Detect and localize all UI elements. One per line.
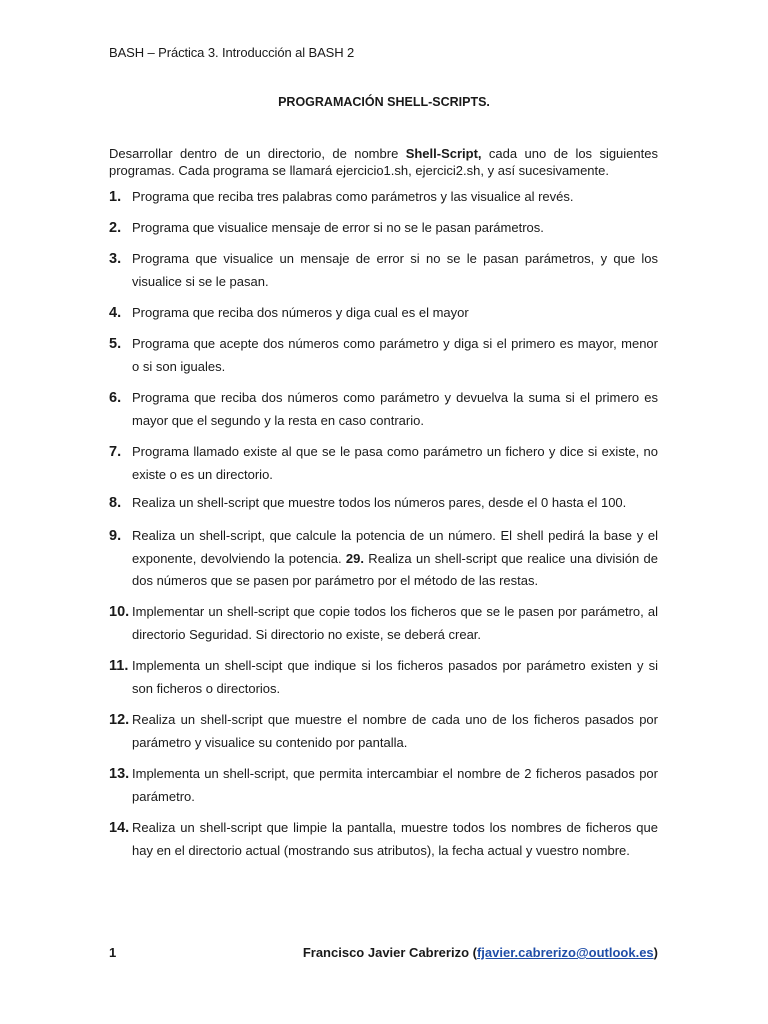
item-text: Programa que reciba tres palabras como parámetros y las visualice al revés. (132, 189, 574, 204)
list-item-2 (109, 217, 658, 240)
list-item-3 (109, 248, 658, 293)
intro-text-before: Desarrollar dentro de un directorio, de nombre (109, 146, 406, 161)
item-text: Implementar un shell-script que copie todos los ficheros que se le pasen por parámetro, al directorio Seguridad. Si directorio no existe, se deberá crear. (132, 604, 658, 642)
item-text-part-b: Realiza un shell-script que realice una división de dos números que se pasen por parámetro por el método de las restas. (132, 550, 659, 588)
intro-bold-dirname: Shell-Script, (405, 146, 482, 161)
item-text: Programa que visualice mensaje de error si no se le pasan parámetros. (132, 220, 544, 235)
item-text-part-a: Realiza un shell-script, que calcule la potencia de un número. El shell pedirá la base y el exponente, devolviendo la potencia. (132, 528, 658, 566)
item-text (132, 525, 658, 593)
item-text: Programa que visualice un mensaje de error si no se le pasan parámetros, y que los visualice si se le pasan. (132, 251, 658, 289)
item-number: 5. (109, 336, 122, 352)
item-number: 7. (109, 444, 122, 460)
item-text: Realiza un shell-script que limpie la pantalla, muestre todos los nombres de ficheros que hay en el directorio actual (mostrando sus atributos), la fecha actual y vuestro nombre. (132, 820, 658, 858)
item-text: Realiza un shell-script que muestre el nombre de cada uno de los ficheros pasados por parámetro y visualice su contenido por pantalla. (132, 712, 658, 750)
footer-page-number: 1 (109, 945, 117, 960)
list-item-7 (109, 441, 658, 486)
list-item-6 (109, 387, 658, 432)
author-email-link[interactable]: fjavier.cabrerizo@outlook.es (476, 945, 654, 960)
item-inline-number: 29. (345, 550, 364, 566)
item-number: 3. (109, 251, 122, 267)
item-number: 11. (109, 658, 129, 674)
item-number: 4. (109, 305, 122, 321)
item-number: 1. (109, 189, 122, 205)
item-number: 2. (109, 220, 122, 236)
list-item-4 (109, 302, 658, 325)
item-text: Implementa un shell-script, que permita intercambiar el nombre de 2 ficheros pasados por parámetro. (132, 766, 658, 804)
list-item-1 (109, 186, 658, 209)
item-number: 10. (109, 604, 130, 620)
item-number: 13. (109, 766, 130, 782)
item-number: 8. (109, 495, 122, 511)
list-item-11 (109, 655, 658, 700)
item-text: Programa llamado existe al que se le pasa como parámetro un fichero y dice si existe, no existe o es un directorio. (132, 444, 658, 482)
item-text: Implementa un shell-scipt que indique si los ficheros pasados por parámetro existen y si son ficheros o directorios. (132, 658, 658, 696)
list-item-12 (109, 709, 658, 754)
list-item-9 (109, 525, 658, 593)
page-title: PROGRAMACIÓN SHELL-SCRIPTS. (278, 95, 490, 109)
footer-author-close: ) (653, 945, 658, 960)
item-number: 14. (109, 820, 130, 836)
list-item-14 (109, 817, 658, 862)
list-item-13 (109, 763, 658, 808)
footer-author (303, 945, 658, 960)
item-number: 12. (109, 712, 130, 728)
item-number: 9. (109, 528, 122, 544)
item-text: Programa que reciba dos números y diga cual es el mayor (132, 305, 469, 320)
footer-author-name: Francisco Javier Cabrerizo ( (302, 945, 477, 960)
intro-paragraph (109, 145, 658, 179)
item-text: Programa que reciba dos números como parámetro y devuelva la suma si el primero es mayor que el segundo y la resta en caso contrario. (132, 390, 658, 428)
running-header: BASH – Práctica 3. Introducción al BASH 2 (109, 45, 355, 60)
item-number: 6. (109, 390, 122, 406)
list-item-10 (109, 601, 658, 646)
intro-text-after: cada uno de los siguientes programas. Cada programa se llamará ejercicio1.sh, ejercici2.sh, y así sucesivamente. (109, 146, 658, 178)
item-text: Programa que acepte dos números como parámetro y diga si el primero es mayor, menor o si son iguales. (132, 336, 658, 374)
list-item-8 (109, 492, 658, 515)
item-text: Realiza un shell-script que muestre todos los números pares, desde el 0 hasta el 100. (132, 495, 627, 510)
list-item-5 (109, 333, 658, 378)
